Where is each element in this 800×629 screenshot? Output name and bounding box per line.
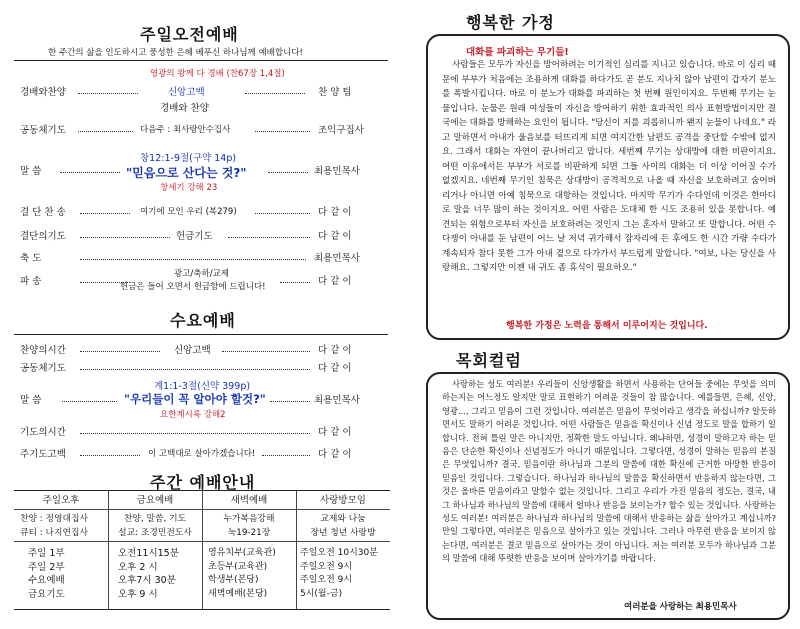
header-cell: 금요예배 [136,495,174,506]
item-center: 신앙고백 [174,345,211,356]
leader-dots [80,259,306,260]
family-headline: 대화를 파괴하는 무기들! [466,47,569,58]
item-center-2: 헌금은 들어 오면서 헌금함에 드립니다! [120,282,266,292]
wednesday-title: 수요예배 [170,311,236,330]
table-cell: 찬양 : 정영대집사 큐티 : 나지연집사 [20,514,89,538]
sermon-series: 요한계시록 강해2 [160,410,226,420]
sunday-subtitle: 한 주간의 삶을 인도하시고 풍성한 은혜 베푸신 하나님께 예배합니다! [48,48,303,58]
leader-dots [222,351,310,352]
item-label: 찬양의시간 [20,345,66,356]
table-cell: 찬양, 말씀, 기도 설교: 조경민전도사 [118,514,192,538]
item-label: 말 씀 [20,395,42,406]
column-body: 사랑하는 성도 여러분! 우리들이 신앙생활을 하면서 사용하는 단어들 중에는 무엇을 의미하는지는 어느정도 알지만 말로 표현하기 어려운 것들이 참 많습니다. 예를들면, 은혜, 신앙, 영광..., 그리고 믿음이 그런 것입니다. 여러분은 믿음이 무엇이라고 생각을 하십니까? 알듯하면서도 말하기 어려운 것입니다. 어떤 사람들은 믿음을 확신이나 신념 정도로 말을 합하기 일합니다. 전혀 틀린 말은 아니지만, 정확한 말도 아닙니다. 왜냐하면, 성경이 말하고자 하는 믿음은 단순한 확신이나 신념정도가 아니기 때문입니다. 그렇다면, 성경이 말하는 믿음의 본질은 무엇입니까? 결국, 믿음이란 하나님과 그분의 말씀에 대한 확신에 근거한 마땅한 반응이 믿음인 것입니다. 그렇습니다. 하나님과 하나님의 말씀을 확신하면서 반응하지 않는다면, 그것은 올바른 믿음이라고 말할수 없는 것입니다. 그리고 우리가 가진 믿음의 정도는, 결국, 내그 하나님과 하나님의 말씀에 대해서 얼마나 반응을 보이는가? 할수 있는 것입니다. 사랑하는 성도 여러분! 여러분은 하나님과 하나님의 말씀에 대해서 반응하는 삶을 살아가고 계십니까? 만일 그렇다면, 여러분은 믿음으로 살아가고 있는 것입니다. 그러나 아무런 반응을 보이지 않는다면, 여러분은 결코 믿음으로 살아가는 것이 아닙니다. 저는 여러분 모두가 하나님과 그분의 말씀에 대해 뚜렷한 반응을 보이며 살아가기를 바랍니다. [442,379,776,564]
item-right: 다 같 이 [318,427,352,438]
item-center: 이 고백대로 살아가겠습니다! [148,449,256,459]
leader-dots [255,131,310,132]
item-label: 말 씀 [20,166,42,177]
weekly-title: 주간 예배안내 [150,473,256,492]
leader-dots [80,369,310,370]
leader-dots [280,282,310,283]
weekly-table [14,490,390,610]
column-title: 목회컬럼 [456,351,522,370]
scripture-ref: 계1:1-3절(신약 399p) [154,381,251,392]
item-label: 주기도고백 [20,449,66,460]
item-right: 다 같 이 [318,363,352,374]
item-center-2: 경배와 찬양 [160,103,209,114]
item-center: 신앙고백 [168,87,205,98]
divider [14,334,388,335]
item-label: 경배와찬양 [20,87,66,98]
schedule-right: 주일오전 10시30분 주일오전 9시 주일오전 9시 5시(월-금) [300,548,378,599]
item-right: 다 같 이 [318,231,352,242]
item-right: 다 같 이 [318,207,352,218]
leader-dots [245,93,305,94]
row-divider [14,541,390,542]
header-divider [14,509,390,510]
leader-dots [78,131,133,132]
item-center: 다음주 : 최사랑안수집사 [140,125,231,135]
item-right: 최용민목사 [314,253,360,264]
item-right: 찬 양 팀 [318,87,352,98]
leader-dots [255,213,310,214]
scripture-ref: 창12:1-9절(구약 14p) [140,153,237,164]
item-label: 축 도 [20,253,42,264]
item-label: 파 송 [20,276,42,287]
leader-dots [80,455,140,456]
leader-dots [80,351,160,352]
leader-dots [80,213,130,214]
leader-dots [80,237,170,238]
family-title: 행복한 가정 [466,13,555,32]
sermon-series: 창세기 강해 23 [160,183,218,193]
header-cell: 사랑방모임 [320,495,366,506]
item-label: 공동체기도 [20,125,66,136]
family-closing: 행복한 가정은 노력을 통해서 이루어지는 것입니다. [506,321,708,331]
item-label: 결단의기도 [20,231,66,242]
sermon-title: "우리들이 꼭 알아야 할것?" [124,392,266,406]
item-label: 공동체기도 [20,363,66,374]
item-label: 결 단 찬 송 [20,207,66,218]
leader-dots [60,172,120,173]
item-right: 다 같 이 [318,276,352,287]
schedule-times: 오전11시15분 오후 2 시 오후7시 30분 오후 9 시 [118,548,179,600]
item-right: 최용민목사 [314,166,360,177]
schedule-labels: 주일 1부 주일 2부 수요예배 금요기도 [28,548,65,600]
leader-dots [270,401,310,402]
table-cell: 누가복음강해 눅19-21장 [223,514,275,538]
leader-dots [268,172,308,173]
divider [14,60,388,61]
schedule-dawn: 영유치부(교육관) 초등부(교육관) 학생부(본당) 새벽예배(본당) [208,548,276,599]
leader-dots [228,237,310,238]
sunday-title: 주일오전예배 [140,25,239,44]
leader-dots [262,455,310,456]
sermon-title: "믿음으로 산다는 것?" [126,166,247,180]
table-cell: 교제와 나눔 장년 청년 사랑방 [310,514,376,538]
intro-hymn: 영광의 왕께 다 경배 (찬67장 1,4절) [150,69,285,79]
header-cell: 새벽예배 [230,495,268,506]
item-right: 최용민목사 [314,395,360,406]
item-right: 다 같 이 [318,449,352,460]
column-closing: 여러분을 사랑하는 최용민목사 [624,602,737,612]
item-right: 조익구집사 [318,125,364,136]
item-center: 광고/축하/교제 [174,269,229,279]
item-center: 헌금기도 [176,231,213,242]
family-body: 사람들은 모두가 자신을 방어하려는 이기적인 심리를 지니고 있습니다. 바로 이 심리 때문에 부부가 처음에는 조용하게 대화를 하다가도 곧 분도 지나치 않아 남편이 갑자기 분노를 폭발시킵니다. 바로 이 분노가 대화를 파괴하는 첫 번째 원인이지요. 두번째 무기는 눈물입니다. 눈물은 원래 여성들이 자신을 방어하기 위한 효과적인 의사 표현방법이지만 결국에는 대화를 방해하는 요인이 됩니다. "당신이 저를 괴롭히니까 왠지 눈물이 나네요." 라고 말하면서 아내가 울음보를 터뜨리게 되면 여지간한 남편도 공격을 중단할 수밖에 없지요. 그래서 대화는 자연이 끝나버리고 맙니다. 세번째 무기는 상대방에 대한 비판이지요. 어떤 이유에서든 부부가 서로를 비판하게 되면 그들 사이의 대화는 더 이상 이어질 수가 없겠지요. 네번째 무기인 침묵은 상대방이 공격적으로 나올 때 자신을 보호하려고 숨어버리거나 아니면 아예 침묵으로 대항하는 것입니다. 마지막 무기가 수다인데 이것은 한마디로 말을 너무 많이 하는 것이지요. 어떤 사람은 도대체 한 시도 조용히 있을 못합니다. 예견되는 위험으로부터 자신을 보호하려는 것인지 그는 혼자서 말하고 또 말합니다. 어떤 수다쟁이 아내를 둔 남편이 어느 날 저녁 귀가해서 잠자리에 든 후에도 한 시간 가량 수다가 계속되자 참다 못한 그가 아내 곁으로 다가가서 부드럽게 말합니다. "여보, 나는 당신을 사랑해요. 그렇지만 이젠 내 귀도 좀 휴식이 필요하오." [442,60,776,273]
item-right: 다 같 이 [318,345,352,356]
leader-dots [78,93,138,94]
item-label: 기도의시간 [20,427,66,438]
header-cell: 주일오후 [42,495,80,506]
leader-dots [80,433,310,434]
item-center: 여기에 모인 우리 (복279) [140,207,237,217]
leader-dots [62,401,117,402]
